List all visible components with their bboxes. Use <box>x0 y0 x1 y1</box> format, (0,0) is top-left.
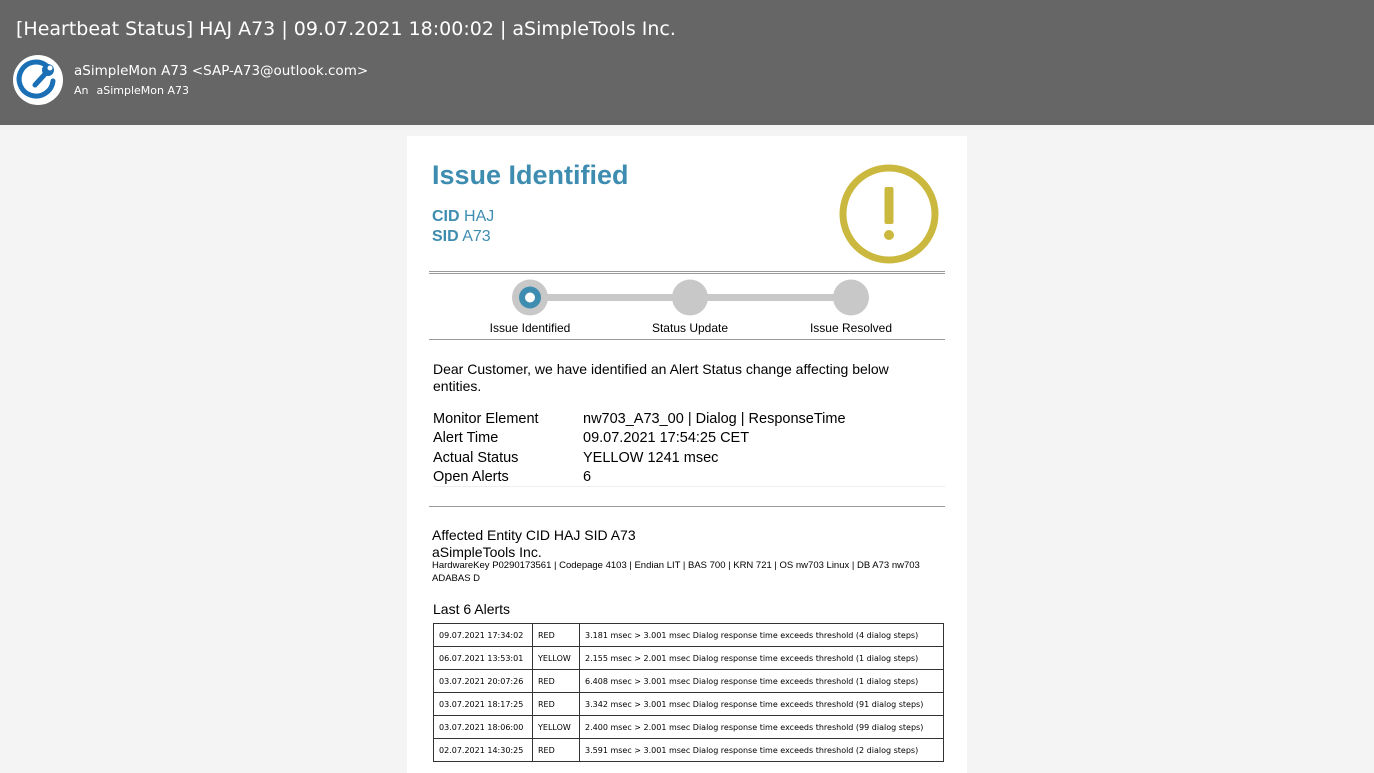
alert-status-cell: RED <box>533 624 580 647</box>
recipient-name[interactable]: aSimpleMon A73 <box>96 84 190 97</box>
detail-label: Monitor Element <box>433 411 539 427</box>
to-label: An <box>74 84 89 97</box>
detail-row-actual-status <box>433 450 718 466</box>
details-separator <box>433 486 945 487</box>
recipients-line <box>74 84 189 97</box>
sender-name[interactable]: aSimpleMon A73 <SAP-A73@outlook.com> <box>74 63 369 79</box>
step-label-issue-identified: Issue Identified <box>489 321 571 335</box>
cid-line <box>432 208 494 226</box>
detail-value: YELLOW 1241 msec <box>583 450 719 466</box>
sid-label: SID <box>432 228 459 245</box>
greeting-text: Dear Customer, we have identified an Alert Status change affecting below entities. <box>433 361 889 394</box>
alert-time-cell: 03.07.2021 18:17:25 <box>434 693 533 716</box>
alert-time-cell: 06.07.2021 13:53:01 <box>434 647 533 670</box>
alert-time-cell: 03.07.2021 20:07:26 <box>434 670 533 693</box>
progress-divider <box>429 339 945 340</box>
step-label-issue-resolved: Issue Resolved <box>809 321 893 335</box>
table-row <box>434 739 944 762</box>
detail-label: Alert Time <box>433 430 499 446</box>
cid-value: HAJ <box>464 208 495 225</box>
email-subject: [Heartbeat Status] HAJ A73 | 09.07.2021 18:00:02 | aSimpleTools Inc. <box>16 18 676 40</box>
entity-company: aSimpleTools Inc. <box>432 544 542 560</box>
detail-row-alert-time <box>433 430 749 446</box>
alert-status-cell: RED <box>533 693 580 716</box>
table-row <box>434 624 944 647</box>
alert-message-cell: 2.155 msec > 2.001 msec Dialog response time exceeds threshold (1 dialog steps) <box>580 647 944 670</box>
detail-value: 09.07.2021 17:54:25 CET <box>583 430 750 446</box>
alert-status-cell: RED <box>533 739 580 762</box>
alert-time-cell: 09.07.2021 17:34:02 <box>434 624 533 647</box>
detail-label: Actual Status <box>433 450 519 466</box>
alert-message-cell: 2.400 msec > 2.001 msec Dialog response time exceeds threshold (99 dialog steps) <box>580 716 944 739</box>
progress-step-3 <box>833 280 869 316</box>
alert-status-cell: YELLOW <box>533 647 580 670</box>
progress-step-2 <box>672 280 708 316</box>
entity-divider <box>429 506 945 507</box>
asimplemon-logo-icon <box>13 55 63 105</box>
warning-exclamation-circle-icon <box>837 162 941 266</box>
table-row <box>434 693 944 716</box>
email-body-card <box>407 136 967 773</box>
alert-status-cell: YELLOW <box>533 716 580 739</box>
email-header <box>0 0 1374 125</box>
alert-time-cell: 02.07.2021 14:30:25 <box>434 739 533 762</box>
alerts-title: Last 6 Alerts <box>433 601 511 617</box>
detail-value: nw703_A73_00 | Dialog | ResponseTime <box>583 411 846 427</box>
sid-line <box>432 228 491 246</box>
sid-value: A73 <box>462 228 491 245</box>
entity-details: HardwareKey P0290173561 | Codepage 4103 | Endian LIT | BAS 700 | KRN 721 | OS nw703 Linux | DB A73 nw703 ADABAS D <box>432 560 920 584</box>
issue-title: Issue Identified <box>432 160 629 190</box>
detail-value: 6 <box>583 469 592 485</box>
detail-row-open-alerts <box>433 469 591 485</box>
detail-row-monitor-element <box>433 411 846 427</box>
alert-message-cell: 3.342 msec > 3.001 msec Dialog response time exceeds threshold (91 dialog steps) <box>580 693 944 716</box>
table-row <box>434 647 944 670</box>
detail-label: Open Alerts <box>433 469 509 485</box>
sender-avatar[interactable] <box>13 55 63 105</box>
alert-time-cell: 03.07.2021 18:06:00 <box>434 716 533 739</box>
alert-status-cell: RED <box>533 670 580 693</box>
step-label-status-update: Status Update <box>651 321 729 335</box>
entity-title: Affected Entity CID HAJ SID A73 <box>432 527 636 543</box>
table-row <box>434 670 944 693</box>
alert-message-cell: 6.408 msec > 3.001 msec Dialog response time exceeds threshold (1 dialog steps) <box>580 670 944 693</box>
alert-message-cell: 3.591 msec > 3.001 msec Dialog response time exceeds threshold (2 dialog steps) <box>580 739 944 762</box>
alert-message-cell: 3.181 msec > 3.001 msec Dialog response time exceeds threshold (4 dialog steps) <box>580 624 944 647</box>
cid-label: CID <box>432 208 460 225</box>
progress-step-1-center <box>525 293 535 303</box>
alerts-table <box>433 623 944 762</box>
table-row <box>434 716 944 739</box>
